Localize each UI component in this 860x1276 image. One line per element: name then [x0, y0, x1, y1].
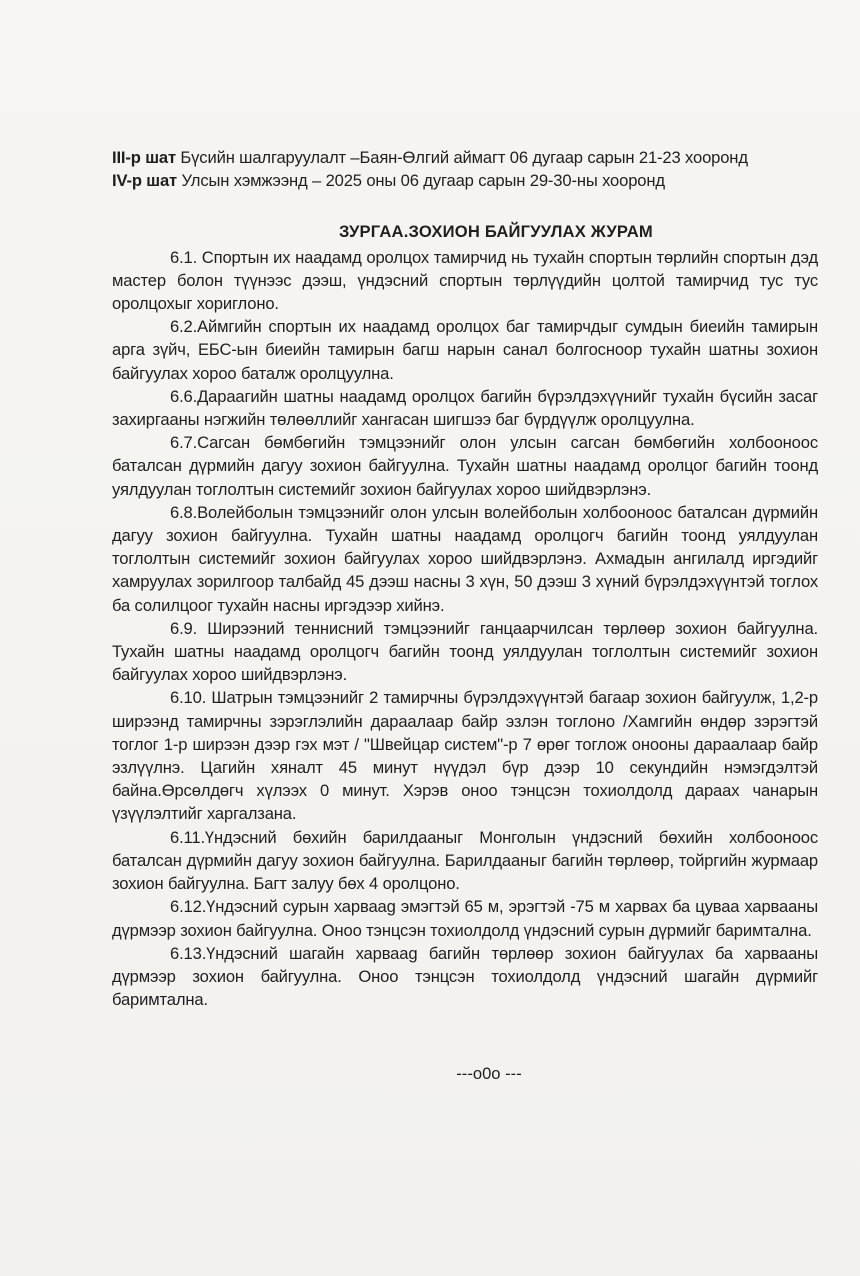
end-mark: ---o0o --- [456, 1064, 522, 1083]
stage-label: III-р шат [112, 148, 176, 167]
section-title: ЗУРГАА.ЗОХИОН БАЙГУУЛАХ ЖУРАМ [339, 222, 653, 242]
paragraph-6-12: 6.12.Үндэсний сурын харваag эмэгтэй 65 м, эрэгтэй -75 м харвах ба цуваа харваaны дүрмээр зохион байгуулна. Оноо тэнцсэн тохиолдолд үндэсний сурын дүрмийг баримтална. [112, 897, 818, 940]
paragraph-6-13: 6.13.Үндэсний шагайн харваag багийн төрлөөр зохион байгуулах ба харваaны дүрмээр зохион байгуулна. Оноо тэнцсэн тохиолдолд үндэсний шагайн дүрмийг баримтална. [112, 943, 818, 1010]
paragraph-6-7: 6.7.Сагсан бөмбөгийн тэмцээнийг олон улсын сагсан бөмбөгийн холбоонoос баталсан дүрмийн дагуу зохион байгуулна. Тухайн шатны наадамд оролцог багийн тоонд уялдуулан тоглолтын системийг зохион байгуулах хороо шийдвэрлэнэ. [112, 433, 818, 499]
stage-text: Бүсийн шалгаруулалт –Баян-Өлгий аймагт 06 дугаар сарын 21-23 хооронд [180, 148, 748, 167]
stage-text: Улсын хэмжээнд – 2025 оны 06 дугаар сарын 29-30-ны хооронд [181, 171, 665, 191]
paragraph-6-1: 6.1. Спортын их наадамд оролцох тамирчид нь тухайн спортын төрлийн спортын дэд мастер болон түүнээс дээш, үндэсний спортын төрлүүдийн цолтой тамирчид тус тус оролцохыг хориглоно. [112, 247, 818, 314]
paragraph-6-9: 6.9. Ширээний теннисний тэмцээнийг ганцаарчилсан төрлөөр зохион байгуулна. Тухайн шатны наадамд оролцогч багийн тоонд уялдуулан тоглолтын системийг зохион байгуулах хороо шийдвэрлэнэ. [112, 618, 818, 685]
paragraph-6-11: 6.11.Үндэсний бөхийн барилдааныг Монголын үндэсний бөхийн холбоонoос баталсан дүрмийн дагуу зохион байгуулна. Барилдааныг багийн төрлөөр, тойргийн журмаар зохион байгуулна. Багт залуу бөх 4 оролцоно. [112, 827, 818, 894]
paragraph-6-10: 6.10. Шатрын тэмцээнийг 2 тамирчны бүрэлдэхүүнтэй багаар зохион байгуулж, 1,2-р ширээнд тамирчны зэрэглэлийн дараалаар байр эзлэн тоглоно /Хамгийн өндөр зэрэгтэй тоглог 1-р ширээн дээр гэх мэт / "Швейцар систем"-р 7 өрөг тоглож онооны дараалаар байр эзлүүлнэ. Цагийн хяналт 45 минут нүүдэл бүр дээр 10 секундийн нэмэгдэлтэй байна.Өрсөлдөгч хүлээх 0 минут. Хэрэв оноо тэнцсэн тохиолдолд дараах чанарын үзүүлэлтийг харгалзана. [112, 688, 818, 824]
paragraph-6-2: 6.2.Аймгийн спортын их наадамд оролцох баг тамирчдыг сумдын биеийн тамирын арга зүйч, ЕБС-ын биеийн тамирын багш нарын санал болгосноор тухайн шатны зохион байгуулах хороо баталж оролцуулна. [112, 317, 818, 383]
paragraph-6-6: 6.6.Дараагийн шатны наадамд оролцох багийн бүрэлдэхүүнийг тухайн бүсийн засаг захиргааны нэгжийн төлөөллийг хангасан шигшээ баг бүрдүүлж оролцуулна. [112, 386, 818, 430]
stage-label: IV-р шат [112, 171, 178, 191]
stage-line-3 [112, 146, 818, 169]
stage-line-4 [112, 169, 818, 192]
paragraph-6-8: 6.8.Волейболын тэмцээнийг олон улсын волейболын холбоонoос баталсан дүрмийн дагуу зохион байгуулна. Тухайн шатны наадамд оролцогч багийн тоонд уялдуулан тоглолтын системийг зохион байгуулах хороо шийдвэрлэнэ. Ахмадын ангилалд иргэдийг хамруулах зорилгоор талбайд 45 дээш насны 3 хүн, 50 дээш 3 хүний бүрэлдэхүүнтэй тоглох ба солилцоог тухайн насны иргэдээр хийнэ. [112, 502, 818, 615]
document-body [112, 146, 818, 1011]
